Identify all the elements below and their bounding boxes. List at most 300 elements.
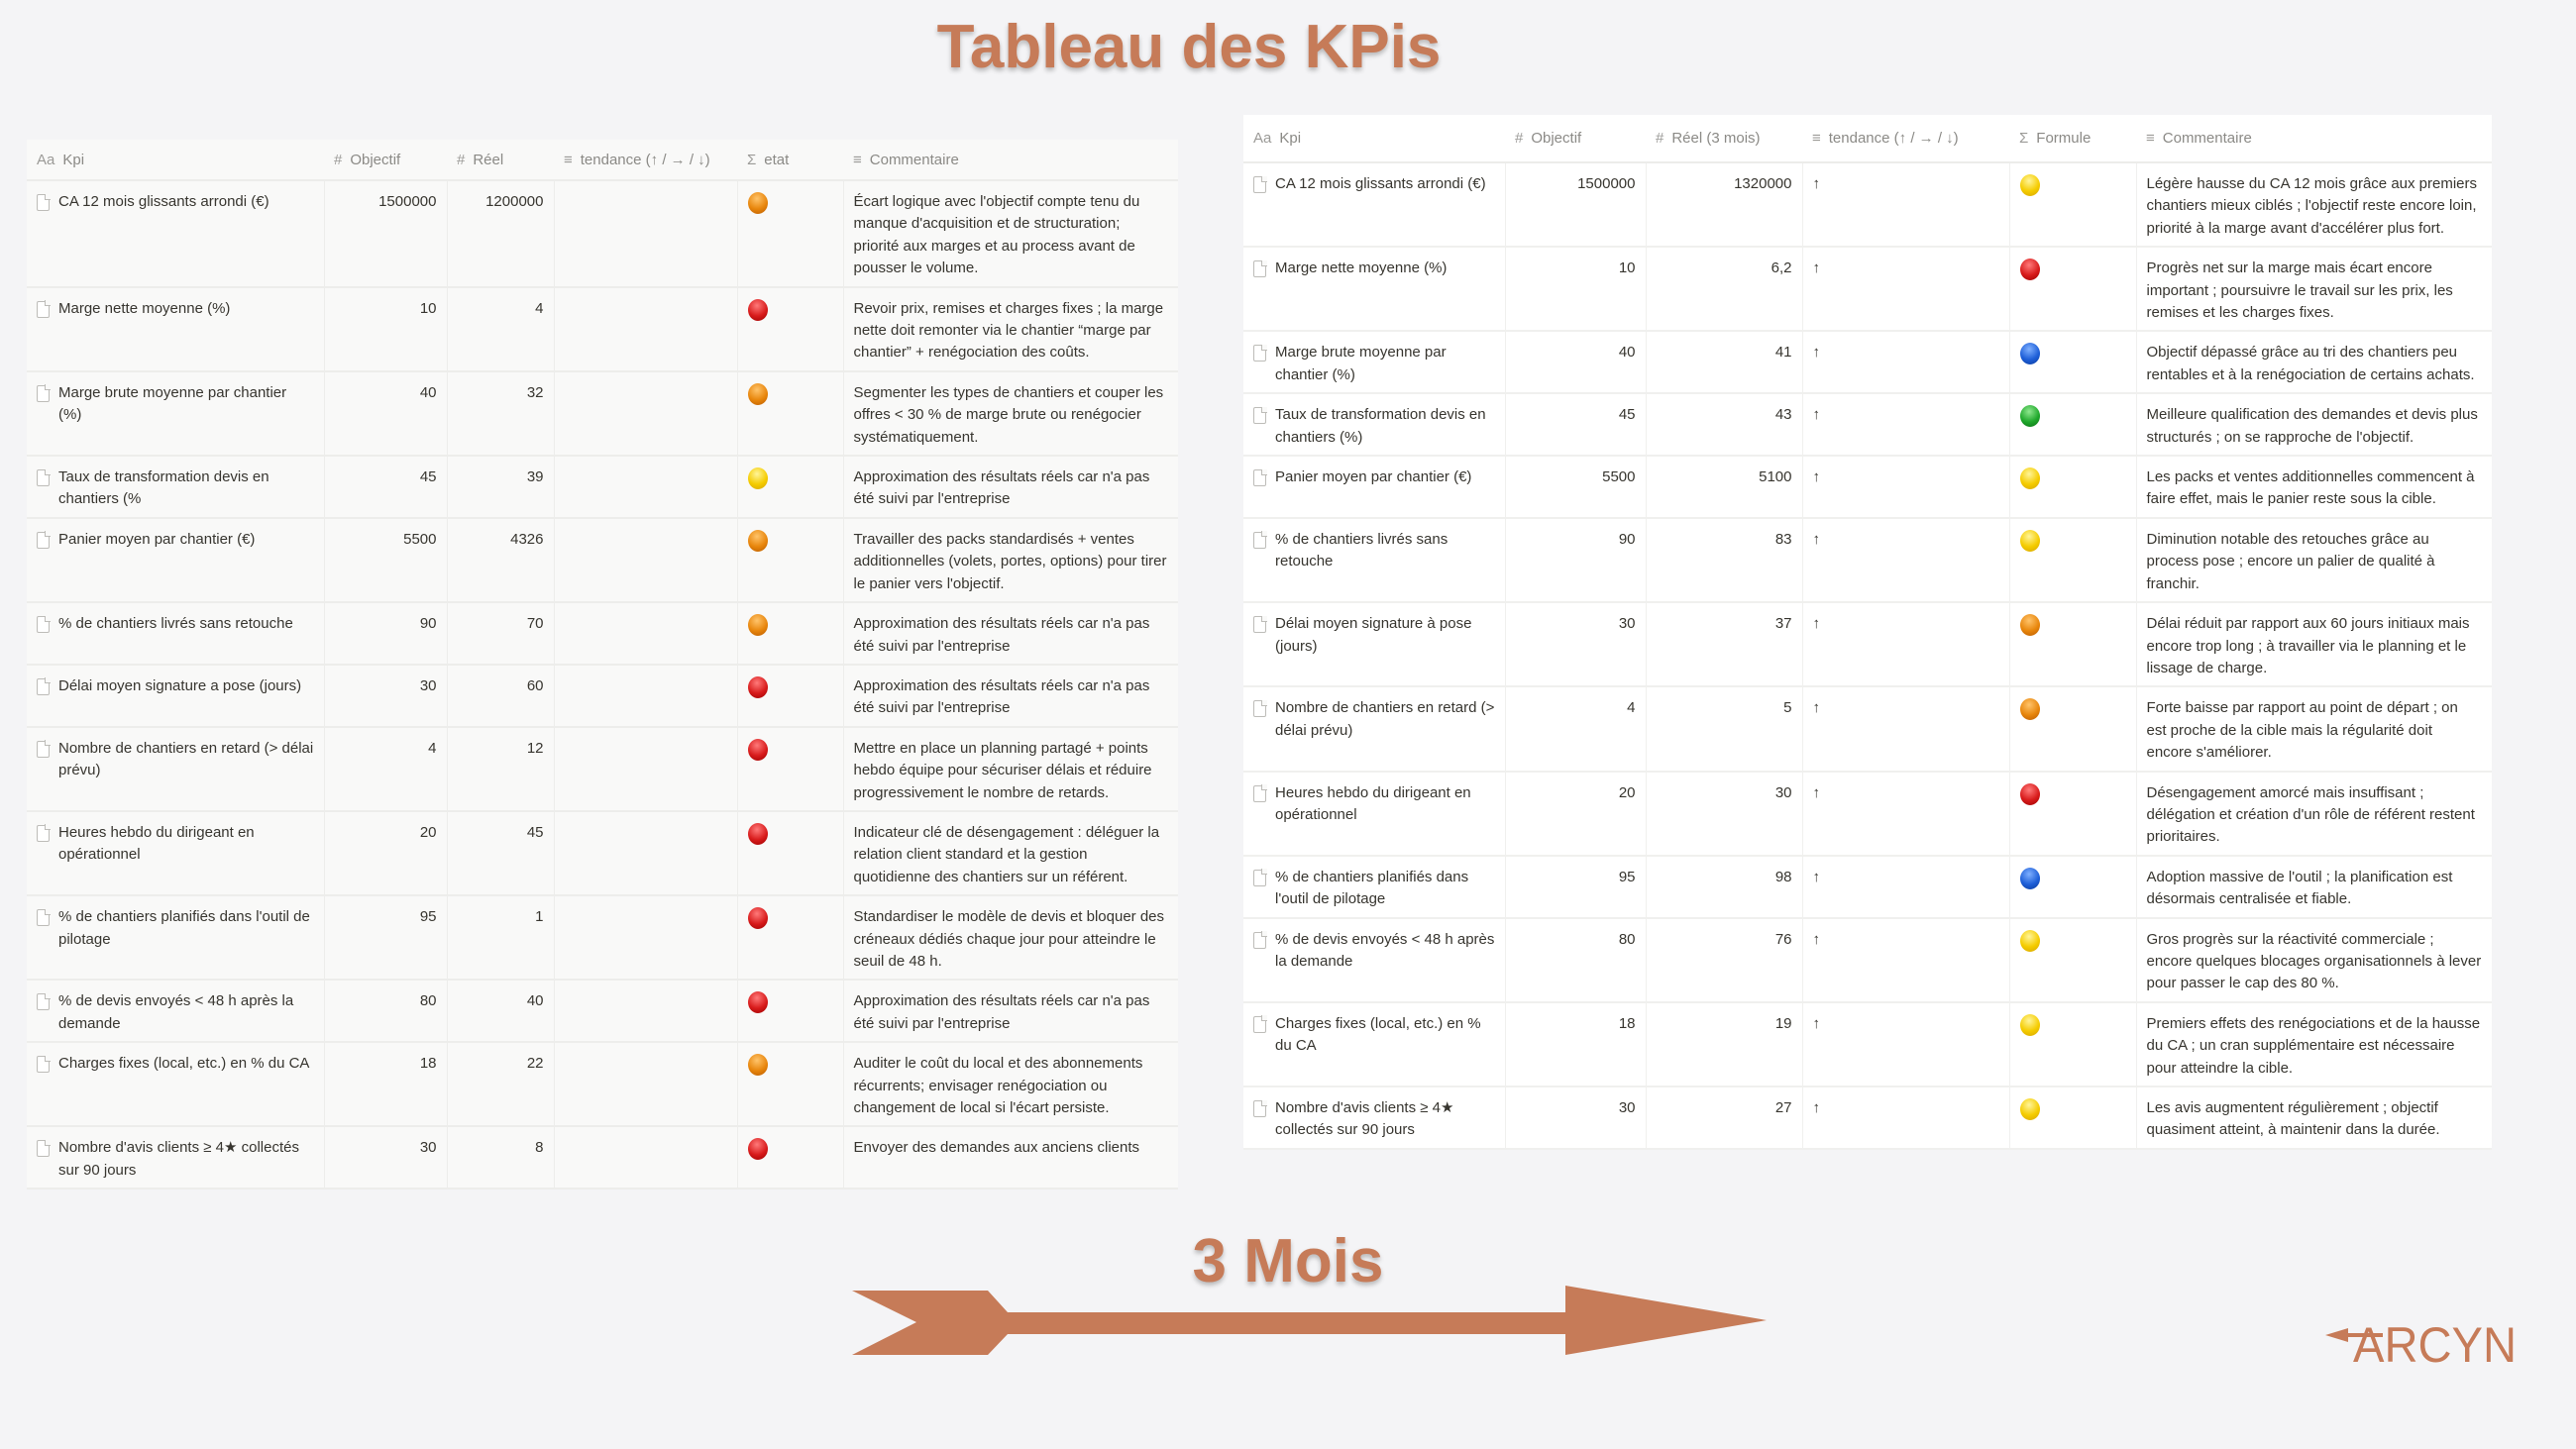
reel-cell[interactable]: 70 bbox=[447, 602, 554, 665]
column-header-commentaire[interactable] bbox=[843, 140, 1178, 180]
objectif-cell[interactable]: 1500000 bbox=[1505, 162, 1646, 247]
status-cell[interactable] bbox=[2009, 162, 2136, 247]
column-header-kpi[interactable] bbox=[27, 140, 324, 180]
page-icon bbox=[1253, 785, 1266, 802]
table-row[interactable] bbox=[1243, 1002, 2492, 1087]
trend-up-icon: ↑ bbox=[1812, 868, 1820, 885]
tendance-cell[interactable] bbox=[1802, 247, 2009, 331]
period-label: 3 Mois bbox=[1192, 1227, 1384, 1295]
table-row[interactable] bbox=[1243, 772, 2492, 856]
kpi-cell[interactable] bbox=[27, 602, 324, 665]
column-header-tendance[interactable] bbox=[554, 140, 737, 180]
objectif-type-icon: # bbox=[334, 151, 343, 168]
page-icon bbox=[1253, 469, 1266, 486]
reel-cell[interactable]: 43 bbox=[1646, 393, 1802, 456]
objectif-cell[interactable]: 20 bbox=[324, 811, 447, 895]
column-header-label: Commentaire bbox=[2162, 130, 2252, 147]
page-icon bbox=[37, 741, 50, 758]
kpi-name: % de chantiers planifiés dans l'outil de pilotage bbox=[1275, 868, 1469, 908]
column-header-objectif[interactable] bbox=[1505, 115, 1646, 162]
tendance-cell[interactable] bbox=[1802, 393, 2009, 456]
status-yellow-dot-icon bbox=[2020, 174, 2040, 196]
column-header-label: Kpi bbox=[62, 151, 85, 168]
status-red-dot-icon bbox=[748, 907, 768, 929]
status-cell[interactable] bbox=[737, 665, 843, 727]
reel-cell[interactable]: 8 bbox=[447, 1126, 554, 1189]
commentaire-cell[interactable]: Écart logique avec l'objectif compte tenu du manque d'acquisition et de structuration; priorité aux marges et au process avant de pousser le volume. bbox=[843, 180, 1178, 287]
trend-up-icon: ↑ bbox=[1812, 406, 1820, 424]
status-cell[interactable] bbox=[2009, 918, 2136, 1002]
commentaire-cell[interactable]: Les packs et ventes additionnelles commencent à faire effet, mais le panier reste sous la cible. bbox=[2136, 456, 2492, 518]
kpi-name: Nombre de chantiers en retard (> délai prévu) bbox=[58, 739, 314, 779]
kpi-cell[interactable] bbox=[1243, 456, 1505, 518]
page-icon bbox=[1253, 700, 1266, 717]
status-orange-dot-icon bbox=[748, 192, 768, 214]
commentaire-cell[interactable]: Indicateur clé de désengagement : déléguer la relation client standard et la gestion quotidienne des chantiers sur un référent. bbox=[843, 811, 1178, 895]
column-header-label: Réel (3 mois) bbox=[1671, 130, 1761, 147]
commentaire-cell[interactable]: Premiers effets des renégociations et de la hausse du CA ; un cran supplémentaire est nécessaire pour atteindre la cible. bbox=[2136, 1002, 2492, 1087]
commentaire-cell[interactable]: Désengagement amorcé mais insuffisant ; délégation et création d'un rôle de référent restent prioritaires. bbox=[2136, 772, 2492, 856]
objectif-cell[interactable]: 95 bbox=[1505, 856, 1646, 918]
table-row[interactable] bbox=[27, 895, 1178, 980]
kpi-name: % de chantiers livrés sans retouche bbox=[58, 615, 293, 633]
tendance-cell[interactable] bbox=[554, 895, 737, 980]
commentaire-cell[interactable]: Légère hausse du CA 12 mois grâce aux premiers chantiers mieux ciblés ; l'objectif reste encore loin, priorité à la marge avant d'accélérer plus fort. bbox=[2136, 162, 2492, 247]
objectif-cell[interactable]: 5500 bbox=[1505, 456, 1646, 518]
tendance-cell[interactable] bbox=[1802, 1002, 2009, 1087]
column-header-reel[interactable] bbox=[1646, 115, 1802, 162]
status-cell[interactable] bbox=[737, 811, 843, 895]
status-green-dot-icon bbox=[2020, 405, 2040, 427]
page-icon bbox=[37, 1056, 50, 1073]
kpi-name: Taux de transformation devis en chantiers (%) bbox=[1275, 406, 1486, 446]
reel-type-icon: # bbox=[1656, 130, 1664, 147]
commentaire-cell[interactable]: Adoption massive de l'outil ; la planification est désormais centralisée et fiable. bbox=[2136, 856, 2492, 918]
kpi-name: Nombre d'avis clients ≥ 4★ collectés sur 90 jours bbox=[58, 1139, 299, 1179]
commentaire-cell[interactable]: Travailler des packs standardisés + ventes additionnelles (volets, portes, options) pour tirer le panier vers l'objectif. bbox=[843, 518, 1178, 602]
table-row[interactable] bbox=[1243, 918, 2492, 1002]
status-cell[interactable] bbox=[737, 518, 843, 602]
status-cell[interactable] bbox=[737, 895, 843, 980]
page-icon bbox=[1253, 1100, 1266, 1117]
kpi-name: Charges fixes (local, etc.) en % du CA bbox=[1275, 1014, 1481, 1055]
status-red-dot-icon bbox=[748, 299, 768, 321]
status-red-dot-icon bbox=[748, 676, 768, 698]
table-row[interactable] bbox=[27, 456, 1178, 518]
column-header-etat[interactable] bbox=[737, 140, 843, 180]
kpi-type-icon: Aa bbox=[37, 151, 55, 168]
kpi-name: Marge brute moyenne par chantier (%) bbox=[1275, 344, 1447, 383]
column-header-reel[interactable] bbox=[447, 140, 554, 180]
status-red-dot-icon bbox=[2020, 783, 2040, 805]
kpi-cell[interactable] bbox=[27, 456, 324, 518]
column-header-label: tendance (↑ / → / ↓) bbox=[1828, 130, 1959, 147]
tendance-cell[interactable] bbox=[1802, 456, 2009, 518]
table-row[interactable] bbox=[27, 665, 1178, 727]
kpi-cell[interactable] bbox=[27, 180, 324, 287]
table-row[interactable] bbox=[1243, 856, 2492, 918]
page-icon bbox=[37, 616, 50, 633]
column-header-label: Kpi bbox=[1279, 130, 1302, 147]
objectif-cell[interactable]: 30 bbox=[1505, 1087, 1646, 1149]
tendance-cell[interactable] bbox=[554, 180, 737, 287]
status-cell[interactable] bbox=[2009, 856, 2136, 918]
status-cell[interactable] bbox=[737, 371, 843, 456]
status-cell[interactable] bbox=[2009, 1002, 2136, 1087]
commentaire-cell[interactable]: Envoyer des demandes aux anciens clients bbox=[843, 1126, 1178, 1189]
status-yellow-dot-icon bbox=[2020, 467, 2040, 489]
objectif-cell[interactable]: 1500000 bbox=[324, 180, 447, 287]
tendance-cell[interactable] bbox=[1802, 918, 2009, 1002]
table-row[interactable] bbox=[1243, 602, 2492, 686]
trend-up-icon: ↑ bbox=[1812, 344, 1820, 362]
tendance-cell[interactable] bbox=[1802, 331, 2009, 393]
trend-up-icon: ↑ bbox=[1812, 530, 1820, 548]
page-icon bbox=[37, 301, 50, 318]
column-header-label: Commentaire bbox=[869, 151, 959, 168]
etat-type-icon: Σ bbox=[747, 151, 757, 168]
column-header-commentaire[interactable] bbox=[2136, 115, 2492, 162]
page-icon bbox=[37, 469, 50, 486]
status-cell[interactable] bbox=[737, 287, 843, 371]
status-yellow-dot-icon bbox=[2020, 930, 2040, 952]
tendance-cell[interactable] bbox=[554, 665, 737, 727]
reel-cell[interactable]: 1 bbox=[447, 895, 554, 980]
objectif-cell[interactable]: 80 bbox=[324, 980, 447, 1042]
status-cell[interactable] bbox=[2009, 1087, 2136, 1149]
status-cell[interactable] bbox=[2009, 247, 2136, 331]
kpi-cell[interactable] bbox=[1243, 162, 1505, 247]
kpi-cell[interactable] bbox=[1243, 247, 1505, 331]
status-cell[interactable] bbox=[2009, 602, 2136, 686]
table-row[interactable] bbox=[27, 1042, 1178, 1126]
table-row[interactable] bbox=[27, 980, 1178, 1042]
status-cell[interactable] bbox=[2009, 518, 2136, 602]
status-cell[interactable] bbox=[737, 602, 843, 665]
trend-up-icon: ↑ bbox=[1812, 468, 1820, 486]
kpi-cell[interactable] bbox=[1243, 686, 1505, 771]
objectif-cell[interactable]: 4 bbox=[324, 727, 447, 811]
table-row[interactable] bbox=[1243, 1087, 2492, 1149]
objectif-cell[interactable]: 30 bbox=[1505, 602, 1646, 686]
table-row[interactable] bbox=[1243, 518, 2492, 602]
reel-cell[interactable]: 98 bbox=[1646, 856, 1802, 918]
kpi-name: % de devis envoyés < 48 h après la demande bbox=[1275, 930, 1495, 970]
kpi-cell[interactable] bbox=[27, 1042, 324, 1126]
status-cell[interactable] bbox=[737, 980, 843, 1042]
table-row[interactable] bbox=[1243, 686, 2492, 771]
kpi-table-before bbox=[27, 140, 1178, 1190]
objectif-cell[interactable]: 4 bbox=[1505, 686, 1646, 771]
commentaire-cell[interactable]: Les avis augmentent régulièrement ; objectif quasiment atteint, à maintenir dans la durée. bbox=[2136, 1087, 2492, 1149]
status-cell[interactable] bbox=[2009, 456, 2136, 518]
commentaire-cell[interactable]: Gros progrès sur la réactivité commerciale ; encore quelques blocages organisationnels à lever pour passer le cap des 80 %. bbox=[2136, 918, 2492, 1002]
page-icon bbox=[37, 825, 50, 842]
kpi-cell[interactable] bbox=[1243, 918, 1505, 1002]
commentaire-cell[interactable]: Standardiser le modèle de devis et bloquer des créneaux dédiés chaque jour pour atteindre le seuil de 48 h. bbox=[843, 895, 1178, 980]
commentaire-cell[interactable]: Approximation des résultats réels car n'a pas été suivi par l'entreprise bbox=[843, 602, 1178, 665]
status-yellow-dot-icon bbox=[2020, 1098, 2040, 1120]
status-yellow-dot-icon bbox=[748, 467, 768, 489]
table-row[interactable] bbox=[27, 1126, 1178, 1189]
objectif-cell[interactable]: 30 bbox=[324, 1126, 447, 1189]
kpi-cell[interactable] bbox=[1243, 518, 1505, 602]
column-header-label: tendance (↑ / → / ↓) bbox=[580, 151, 710, 168]
timeline-arrow-icon bbox=[847, 1286, 1769, 1360]
tendance-cell[interactable] bbox=[554, 287, 737, 371]
reel-cell[interactable]: 83 bbox=[1646, 518, 1802, 602]
status-cell[interactable] bbox=[737, 727, 843, 811]
etat-type-icon: Σ bbox=[2019, 130, 2029, 147]
tendance-cell[interactable] bbox=[1802, 162, 2009, 247]
tendance-cell[interactable] bbox=[1802, 686, 2009, 771]
commentaire-cell[interactable]: Segmenter les types de chantiers et couper les offres < 30 % de marge brute ou renégocier systématiquement. bbox=[843, 371, 1178, 456]
reel-cell[interactable]: 40 bbox=[447, 980, 554, 1042]
status-cell[interactable] bbox=[737, 1042, 843, 1126]
commentaire-cell[interactable]: Approximation des résultats réels car n'a pas été suivi par l'entreprise bbox=[843, 665, 1178, 727]
objectif-cell[interactable]: 40 bbox=[324, 371, 447, 456]
tendance-cell[interactable] bbox=[1802, 518, 2009, 602]
reel-type-icon: # bbox=[457, 151, 466, 168]
column-header-etat[interactable] bbox=[2009, 115, 2136, 162]
objectif-cell[interactable]: 95 bbox=[324, 895, 447, 980]
trend-up-icon: ↑ bbox=[1812, 1099, 1820, 1116]
status-cell[interactable] bbox=[737, 1126, 843, 1189]
reel-cell[interactable]: 1320000 bbox=[1646, 162, 1802, 247]
status-orange-dot-icon bbox=[2020, 614, 2040, 636]
status-cell[interactable] bbox=[2009, 331, 2136, 393]
tendance-cell[interactable] bbox=[554, 602, 737, 665]
page-icon bbox=[37, 532, 50, 549]
objectif-cell[interactable]: 90 bbox=[324, 602, 447, 665]
kpi-cell[interactable] bbox=[1243, 602, 1505, 686]
kpi-cell[interactable] bbox=[27, 287, 324, 371]
commentaire-type-icon: ≡ bbox=[853, 151, 862, 168]
kpi-name: Heures hebdo du dirigeant en opérationnel bbox=[58, 823, 255, 864]
kpi-name: Panier moyen par chantier (€) bbox=[58, 530, 256, 548]
tendance-cell[interactable] bbox=[1802, 1087, 2009, 1149]
tendance-cell[interactable] bbox=[554, 1042, 737, 1126]
reel-cell[interactable]: 39 bbox=[447, 456, 554, 518]
page-icon bbox=[37, 993, 50, 1010]
objectif-cell[interactable]: 10 bbox=[324, 287, 447, 371]
kpi-name: % de chantiers livrés sans retouche bbox=[1275, 530, 1449, 570]
column-header-kpi[interactable] bbox=[1243, 115, 1505, 162]
kpi-cell[interactable] bbox=[27, 811, 324, 895]
arcyn-logo bbox=[2323, 1315, 2522, 1370]
reel-cell[interactable]: 4 bbox=[447, 287, 554, 371]
kpi-name: Marge brute moyenne par chantier (%) bbox=[58, 383, 287, 424]
kpi-cell[interactable] bbox=[27, 518, 324, 602]
column-header-label: Objectif bbox=[350, 151, 401, 168]
tendance-type-icon: ≡ bbox=[1812, 130, 1821, 147]
objectif-cell[interactable]: 5500 bbox=[324, 518, 447, 602]
page-icon bbox=[37, 385, 50, 402]
column-header-objectif[interactable] bbox=[324, 140, 447, 180]
tendance-cell[interactable] bbox=[1802, 602, 2009, 686]
page-icon bbox=[37, 1140, 50, 1157]
table-row[interactable] bbox=[1243, 247, 2492, 331]
objectif-cell[interactable]: 80 bbox=[1505, 918, 1646, 1002]
page-icon bbox=[37, 194, 50, 211]
svg-text:ARCYN: ARCYN bbox=[2353, 1317, 2517, 1370]
kpi-cell[interactable] bbox=[1243, 856, 1505, 918]
objectif-cell[interactable]: 90 bbox=[1505, 518, 1646, 602]
kpi-name: Délai moyen signature à pose (jours) bbox=[1275, 615, 1472, 655]
objectif-cell[interactable]: 30 bbox=[324, 665, 447, 727]
kpi-cell[interactable] bbox=[1243, 772, 1505, 856]
reel-cell[interactable]: 1200000 bbox=[447, 180, 554, 287]
status-orange-dot-icon bbox=[748, 1054, 768, 1076]
reel-cell[interactable]: 12 bbox=[447, 727, 554, 811]
status-yellow-dot-icon bbox=[2020, 530, 2040, 552]
commentaire-cell[interactable]: Approximation des résultats réels car n'a pas été suivi par l'entreprise bbox=[843, 980, 1178, 1042]
tendance-cell[interactable] bbox=[554, 727, 737, 811]
status-cell[interactable] bbox=[2009, 393, 2136, 456]
kpi-cell[interactable] bbox=[1243, 331, 1505, 393]
kpi-cell[interactable] bbox=[1243, 393, 1505, 456]
objectif-cell[interactable]: 18 bbox=[324, 1042, 447, 1126]
status-orange-dot-icon bbox=[748, 614, 768, 636]
reel-cell[interactable]: 41 bbox=[1646, 331, 1802, 393]
table-row[interactable] bbox=[1243, 456, 2492, 518]
reel-cell[interactable]: 37 bbox=[1646, 602, 1802, 686]
kpi-name: Nombre de chantiers en retard (> délai prévu) bbox=[1275, 699, 1495, 739]
page-icon bbox=[1253, 345, 1266, 362]
page-icon bbox=[1253, 407, 1266, 424]
page-icon bbox=[1253, 176, 1266, 193]
reel-cell[interactable]: 4326 bbox=[447, 518, 554, 602]
reel-cell[interactable]: 5100 bbox=[1646, 456, 1802, 518]
reel-cell[interactable]: 5 bbox=[1646, 686, 1802, 771]
kpi-cell[interactable] bbox=[27, 371, 324, 456]
kpi-table-after bbox=[1243, 115, 2492, 1150]
trend-up-icon: ↑ bbox=[1812, 699, 1820, 717]
table-row[interactable] bbox=[27, 371, 1178, 456]
status-red-dot-icon bbox=[748, 1138, 768, 1160]
column-header-tendance[interactable] bbox=[1802, 115, 2009, 162]
commentaire-cell[interactable]: Revoir prix, remises et charges fixes ; la marge nette doit remonter via le chantier “marge par chantier” + renégociation des coûts. bbox=[843, 287, 1178, 371]
status-cell[interactable] bbox=[737, 180, 843, 287]
objectif-cell[interactable]: 40 bbox=[1505, 331, 1646, 393]
commentaire-cell[interactable]: Auditer le coût du local et des abonnements récurrents; envisager renégociation ou changement de local si l'écart persiste. bbox=[843, 1042, 1178, 1126]
kpi-name: Panier moyen par chantier (€) bbox=[1275, 468, 1472, 486]
table-row[interactable] bbox=[27, 602, 1178, 665]
reel-cell[interactable]: 45 bbox=[447, 811, 554, 895]
kpi-name: Heures hebdo du dirigeant en opérationnel bbox=[1275, 783, 1471, 823]
table-row[interactable] bbox=[27, 180, 1178, 287]
kpi-name: % de devis envoyés < 48 h après la demande bbox=[58, 992, 294, 1032]
objectif-type-icon: # bbox=[1515, 130, 1524, 147]
status-red-dot-icon bbox=[748, 823, 768, 845]
column-header-label: Formule bbox=[2036, 130, 2092, 147]
reel-cell[interactable]: 30 bbox=[1646, 772, 1802, 856]
table-header bbox=[1243, 115, 2492, 162]
reel-cell[interactable]: 27 bbox=[1646, 1087, 1802, 1149]
kpi-cell[interactable] bbox=[27, 895, 324, 980]
kpi-cell[interactable] bbox=[27, 665, 324, 727]
table-row[interactable] bbox=[27, 287, 1178, 371]
page-icon bbox=[1253, 616, 1266, 633]
trend-up-icon: ↑ bbox=[1812, 930, 1820, 948]
status-cell[interactable] bbox=[2009, 686, 2136, 771]
objectif-cell[interactable]: 45 bbox=[1505, 393, 1646, 456]
status-cell[interactable] bbox=[2009, 772, 2136, 856]
table-row[interactable] bbox=[1243, 393, 2492, 456]
reel-cell[interactable]: 6,2 bbox=[1646, 247, 1802, 331]
kpi-name: Marge nette moyenne (%) bbox=[58, 299, 231, 317]
kpi-name: Taux de transformation devis en chantiers (% bbox=[58, 468, 269, 508]
kpi-cell[interactable] bbox=[1243, 1002, 1505, 1087]
status-orange-dot-icon bbox=[748, 530, 768, 552]
objectif-cell[interactable]: 20 bbox=[1505, 772, 1646, 856]
page-icon bbox=[1253, 932, 1266, 949]
tendance-cell[interactable] bbox=[554, 1126, 737, 1189]
tendance-cell[interactable] bbox=[554, 980, 737, 1042]
page-icon bbox=[1253, 1016, 1266, 1033]
commentaire-cell[interactable]: Forte baisse par rapport au point de départ ; on est proche de la cible mais la régularité doit encore s'améliorer. bbox=[2136, 686, 2492, 771]
commentaire-type-icon: ≡ bbox=[2146, 130, 2155, 147]
table-row[interactable] bbox=[27, 811, 1178, 895]
trend-up-icon: ↑ bbox=[1812, 783, 1820, 801]
kpi-name: CA 12 mois glissants arrondi (€) bbox=[1275, 175, 1486, 192]
status-cell[interactable] bbox=[737, 456, 843, 518]
commentaire-cell[interactable]: Approximation des résultats réels car n'a pas été suivi par l'entreprise bbox=[843, 456, 1178, 518]
kpi-name: CA 12 mois glissants arrondi (€) bbox=[58, 193, 269, 210]
column-header-label: Objectif bbox=[1531, 130, 1582, 147]
commentaire-cell[interactable]: Objectif dépassé grâce au tri des chantiers peu rentables et à la renégociation de certains achats. bbox=[2136, 331, 2492, 393]
tendance-cell[interactable] bbox=[554, 456, 737, 518]
page-title: Tableau des KPis bbox=[936, 13, 1442, 81]
status-yellow-dot-icon bbox=[2020, 1014, 2040, 1036]
kpi-cell[interactable] bbox=[27, 1126, 324, 1189]
page-icon bbox=[1253, 532, 1266, 549]
table-row[interactable] bbox=[27, 727, 1178, 811]
commentaire-cell[interactable]: Mettre en place un planning partagé + points hebdo équipe pour sécuriser délais et réduire progressivement le nombre de retards. bbox=[843, 727, 1178, 811]
table-row[interactable] bbox=[27, 518, 1178, 602]
kpi-type-icon: Aa bbox=[1253, 130, 1272, 147]
trend-up-icon: ↑ bbox=[1812, 1014, 1820, 1032]
tendance-cell[interactable] bbox=[1802, 772, 2009, 856]
table-row[interactable] bbox=[1243, 331, 2492, 393]
objectif-cell[interactable]: 18 bbox=[1505, 1002, 1646, 1087]
tendance-cell[interactable] bbox=[1802, 856, 2009, 918]
objectif-cell[interactable]: 10 bbox=[1505, 247, 1646, 331]
reel-cell[interactable]: 60 bbox=[447, 665, 554, 727]
commentaire-cell[interactable]: Délai réduit par rapport aux 60 jours initiaux mais encore trop long ; à travailler via le planning et le lissage de charge. bbox=[2136, 602, 2492, 686]
kpi-name: % de chantiers planifiés dans l'outil de pilotage bbox=[58, 908, 310, 948]
page-icon bbox=[1253, 870, 1266, 886]
reel-cell[interactable]: 76 bbox=[1646, 918, 1802, 1002]
commentaire-cell[interactable]: Diminution notable des retouches grâce au process pose ; encore un palier de qualité à franchir. bbox=[2136, 518, 2492, 602]
kpi-cell[interactable] bbox=[1243, 1087, 1505, 1149]
tendance-cell[interactable] bbox=[554, 811, 737, 895]
reel-cell[interactable]: 19 bbox=[1646, 1002, 1802, 1087]
kpi-cell[interactable] bbox=[27, 727, 324, 811]
commentaire-cell[interactable]: Meilleure qualification des demandes et devis plus structurés ; on se rapproche de l'objectif. bbox=[2136, 393, 2492, 456]
column-header-label: Réel bbox=[473, 151, 504, 168]
tendance-cell[interactable] bbox=[554, 518, 737, 602]
objectif-cell[interactable]: 45 bbox=[324, 456, 447, 518]
commentaire-cell[interactable]: Progrès net sur la marge mais écart encore important ; poursuivre le travail sur les prix, les remises et les charges fixes. bbox=[2136, 247, 2492, 331]
tendance-cell[interactable] bbox=[554, 371, 737, 456]
kpi-cell[interactable] bbox=[27, 980, 324, 1042]
reel-cell[interactable]: 32 bbox=[447, 371, 554, 456]
trend-up-icon: ↑ bbox=[1812, 259, 1820, 277]
table-row[interactable] bbox=[1243, 162, 2492, 247]
reel-cell[interactable]: 22 bbox=[447, 1042, 554, 1126]
status-blue-dot-icon bbox=[2020, 343, 2040, 364]
